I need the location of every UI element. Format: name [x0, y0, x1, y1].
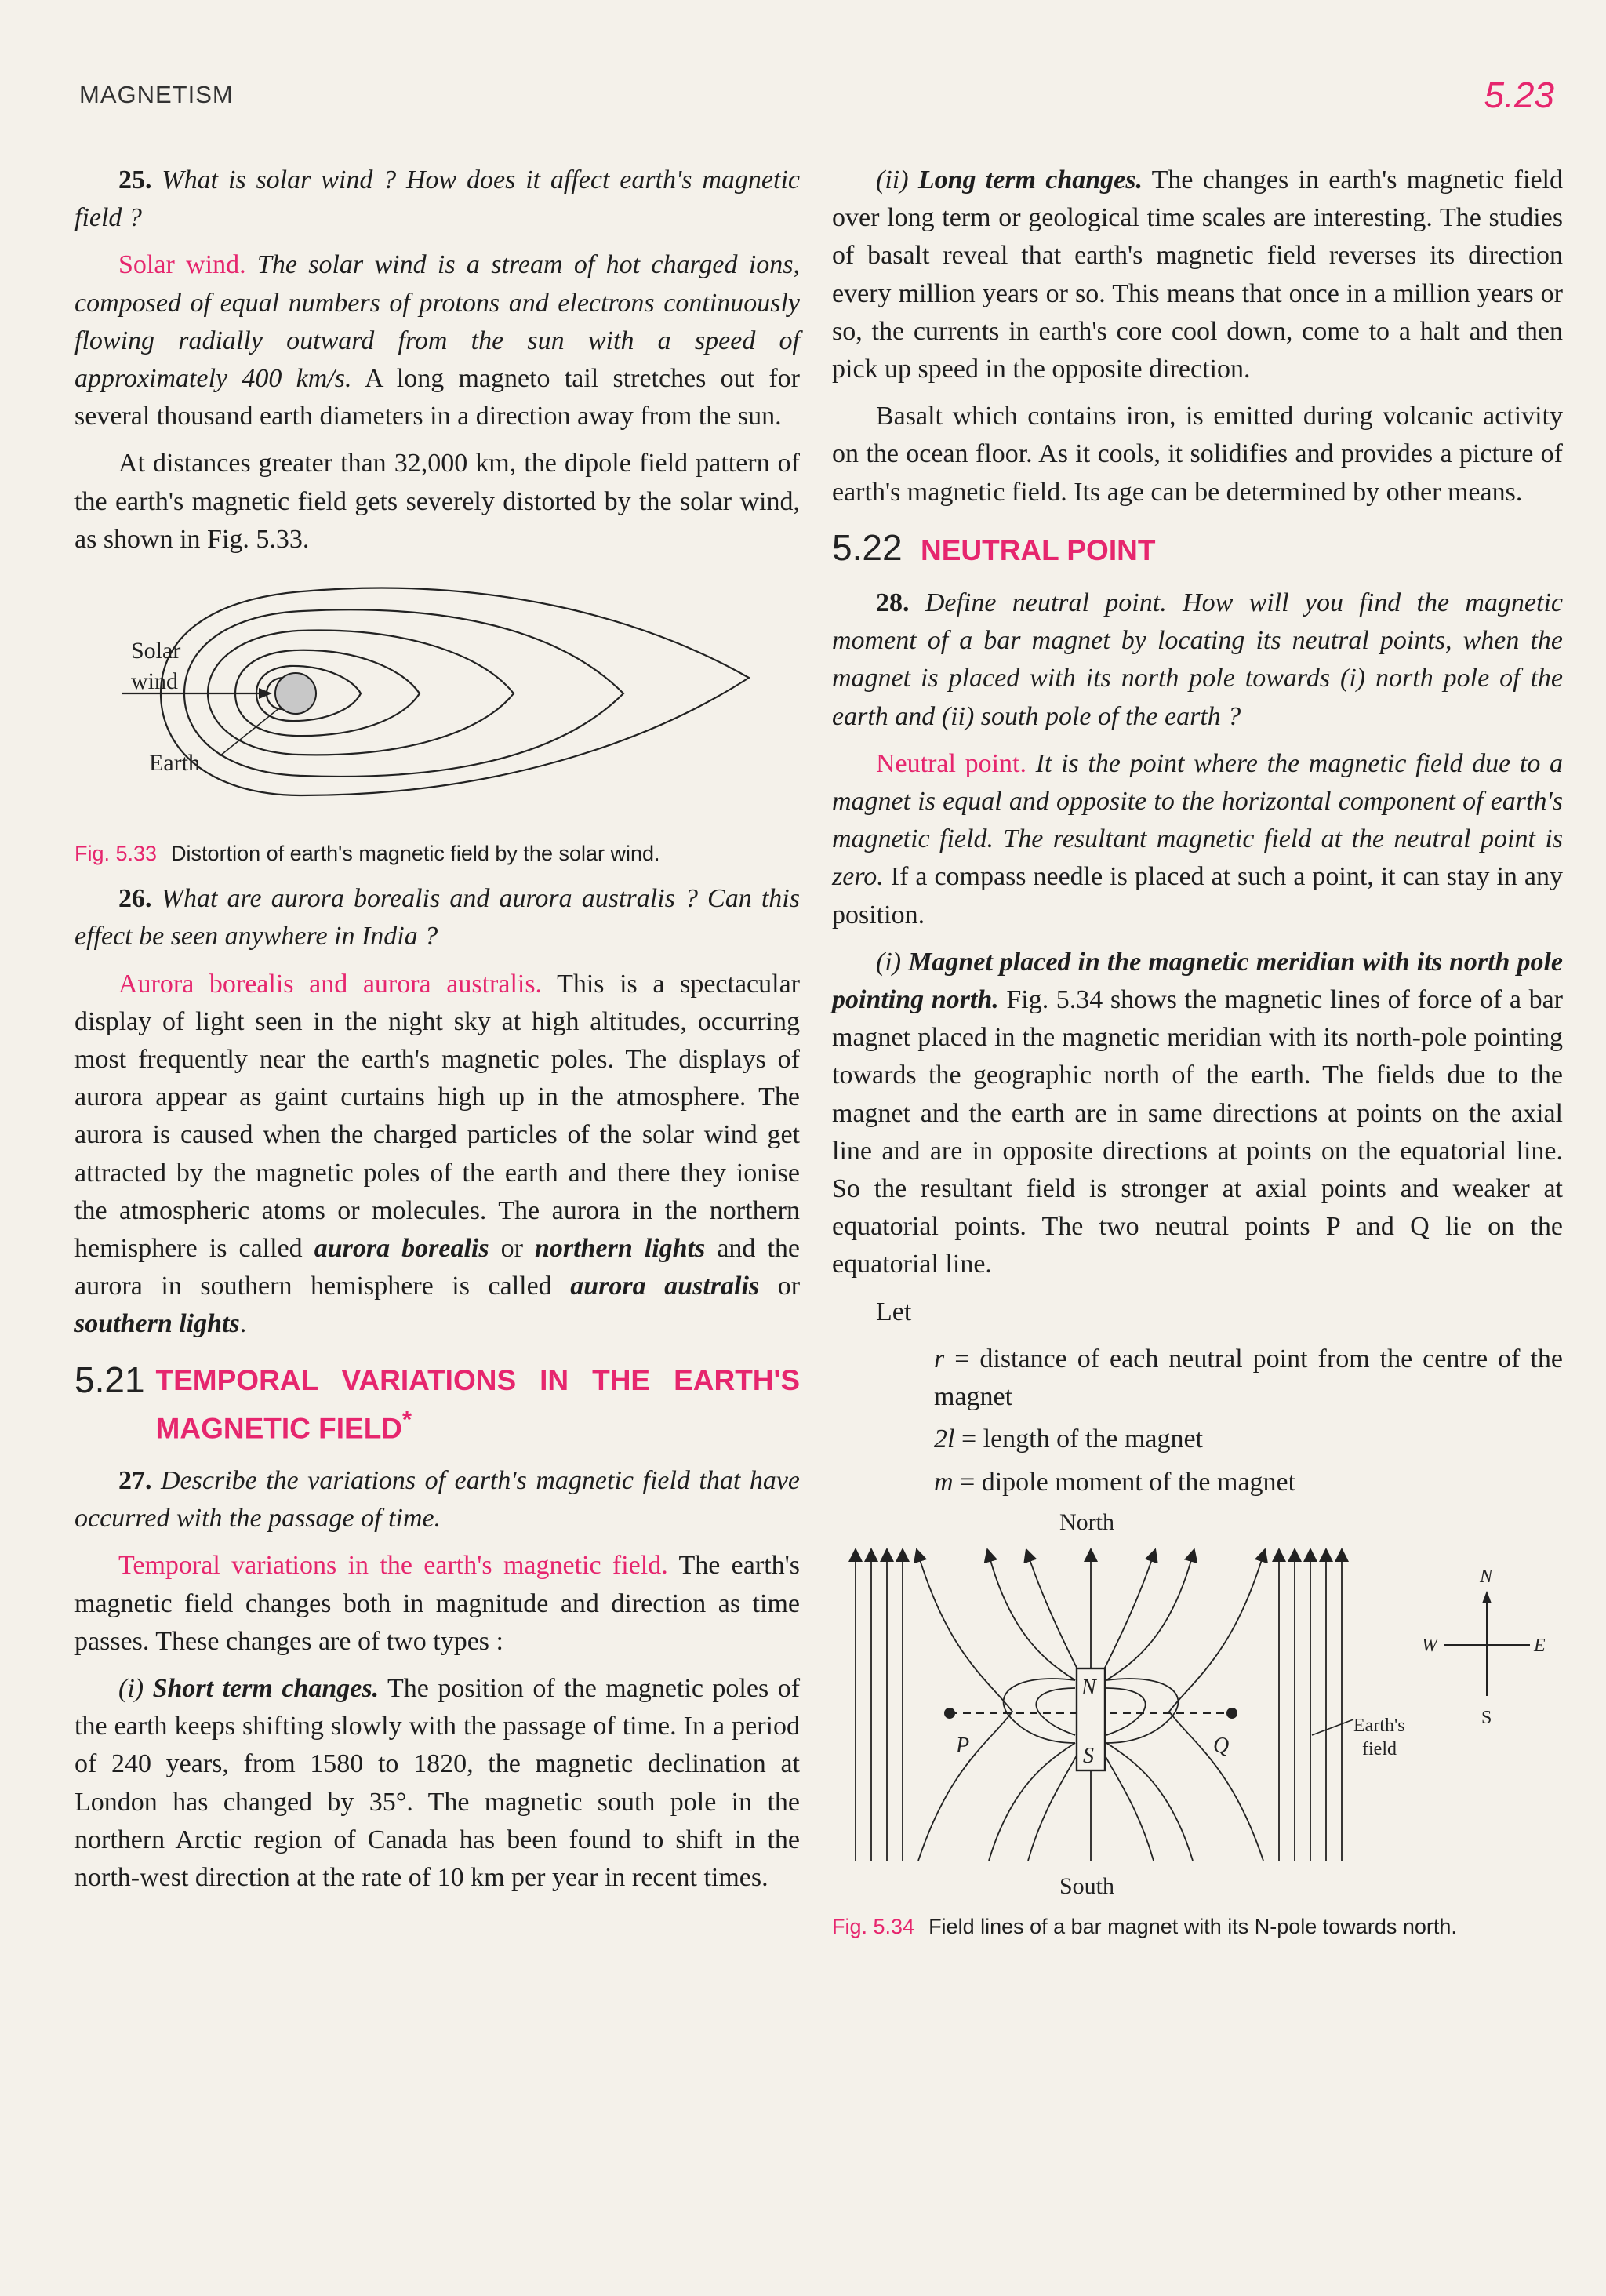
label-p: P [956, 1733, 970, 1758]
magnet-s-label: S [1083, 1743, 1094, 1768]
right-column [832, 162, 1563, 1953]
answer-27: Temporal variations in the earth's magnetic field. The earth's magnetic field changes both in magnitude and direction as time passes. These changes are of two types : [74, 1551, 800, 1656]
label-q: Q [1213, 1733, 1230, 1758]
answer-26: Aurora borealis and aurora australis. This is a spectacular display of light seen in the night sky at high altitudes, occurring most frequently near the earth's magnetic poles. The displays of aurora appear as gaint curtains high up in the atmosphere. The aurora is caused when the charged particles of the solar wind get attracted by the magnetic poles of the earth and there they ionise the atmospheric atoms or molecules. The aurora in the northern hemisphere is called aurora borealis or northern lights and the aurora in southern hemisphere is called aurora australis or southern lights. [74, 969, 801, 1339]
solar-label-1: Solar [131, 638, 181, 664]
solar-wind-diagram [74, 568, 800, 827]
question-25: 25. What is solar wind ? How does it affect earth's magnetic field ? [74, 166, 800, 233]
left-column [74, 162, 800, 1906]
compass-s: S [1481, 1707, 1492, 1728]
figure-5-33-caption: Fig. 5.33 Distortion of earth's magnetic field by the solar wind. [74, 842, 660, 866]
short-term-changes: (i) Short term changes. The position of the magnetic poles of the earth keeps shifting slowly with the passage of time. In a period of 240 years, from 1580 to 1820, the magnetic declination at London has changed by 35°. The magnetic south pole in the northern Arctic region of Canada has been found to shift in the north-west direction at the rate of 10 km per year in recent times. [74, 1674, 801, 1893]
figure-5-34 [832, 1508, 1563, 1942]
paragraph-dipole-distortion: At distances greater than 32,000 km, the dipole field pattern of the earth's magnetic field gets severely distorted by the solar wind, as shown in Fig. 5.33. [74, 449, 800, 554]
south-label: South [1059, 1872, 1115, 1899]
section-5-21-heading: 5.21 TEMPORAL VARIATIONS IN THE EARTH'S MAGNETIC FIELD* [74, 1359, 800, 1444]
let-label: Let [876, 1297, 912, 1326]
definition-r: r = distance of each neutral point from the centre of the magnet [934, 1344, 1564, 1412]
answer-28: Neutral point. It is the point where the magnetic field due to a magnet is equal and opposite to the horizontal component of earth's magnetic field. The resultant magnetic field at the neutral point is zero. If a compass needle is placed at such a point, it can stay in any position. [832, 748, 1564, 930]
compass-rose [1422, 1566, 1546, 1728]
earth-label: Earth [149, 750, 200, 777]
definitions-list [934, 1341, 1563, 1501]
compass-w: W [1422, 1635, 1437, 1656]
neutral-point-p [944, 1708, 955, 1719]
running-header-chapter: MAGNETISM [79, 81, 234, 108]
question-26: 26. What are aurora borealis and aurora australis ? Can this effect be seen anywhere in India ? [74, 884, 800, 952]
magnet-n-label: N [1081, 1675, 1096, 1700]
definition-m: m = dipole moment of the magnet [934, 1467, 1296, 1497]
definition-2l: 2l = length of the magnet [934, 1425, 1204, 1454]
neutral-point-q [1226, 1708, 1237, 1719]
section-5-22-heading: 5.22 NEUTRAL POINT [832, 526, 1156, 568]
answer-25: Solar wind. The solar wind is a stream of hot charged ions, composed of equal numbers of protons and electrons continuously flowing radially outward from the sun with a speed of approximately 400 km/s. A long magneto tail stretches out for several thousand earth diameters in a direction away from the sun. [74, 250, 801, 431]
field-label: field [1362, 1738, 1397, 1759]
paragraph-basalt: Basalt which contains iron, is emitted during volcanic activity on the ocean floor. As it cools, it solidifies and provides a picture of earth's magnetic field. Its age can be determined by other means. [832, 402, 1563, 507]
long-term-changes: (ii) Long term changes. The changes in earth's magnetic field over long term or geological time scales are interesting. The studies of basalt reveal that earth's magnetic field reverses its direction every million years or so. This means that once in a million years or so, the currents in earth's core cool down, come to a halt and then pick up speed in the opposite direction. [832, 166, 1563, 384]
figure-5-33 [74, 568, 800, 869]
north-label: North [1059, 1508, 1114, 1535]
earths-label: Earth's [1353, 1715, 1405, 1736]
page-number: 5.23 [1484, 75, 1554, 115]
question-28: 28. Define neutral point. How will you find the magnetic moment of a bar magnet by locating its neutral points, when the magnet is placed with its north pole towards (i) north pole of the earth and (ii) south pole of the earth ? [832, 588, 1564, 731]
bar-magnet-field-diagram [832, 1508, 1563, 1900]
compass-n: N [1480, 1566, 1493, 1587]
figure-5-34-caption: Fig. 5.34 Field lines of a bar magnet with its N-pole towards north. [832, 1914, 1457, 1938]
compass-e: E [1534, 1635, 1546, 1656]
magnet-north-case: (i) Magnet placed in the magnetic meridian with its north pole pointing north. Fig. 5.34 shows the magnetic lines of force of a bar magnet placed in the magnetic meridian with its north-pole pointing towards the geographic north of the earth. The fields due to the magnet and the earth are in same directions at points on the axial line and are in opposite directions at points on the equatorial line. So the resultant field is stronger at axial points and weaker at equatorial points. The two neutral points P and Q lie on the equatorial line. [832, 947, 1563, 1279]
question-27: 27. Describe the variations of earth's magnetic field that have occurred with the passage of time. [74, 1466, 801, 1534]
solar-label-2: wind [131, 668, 178, 695]
